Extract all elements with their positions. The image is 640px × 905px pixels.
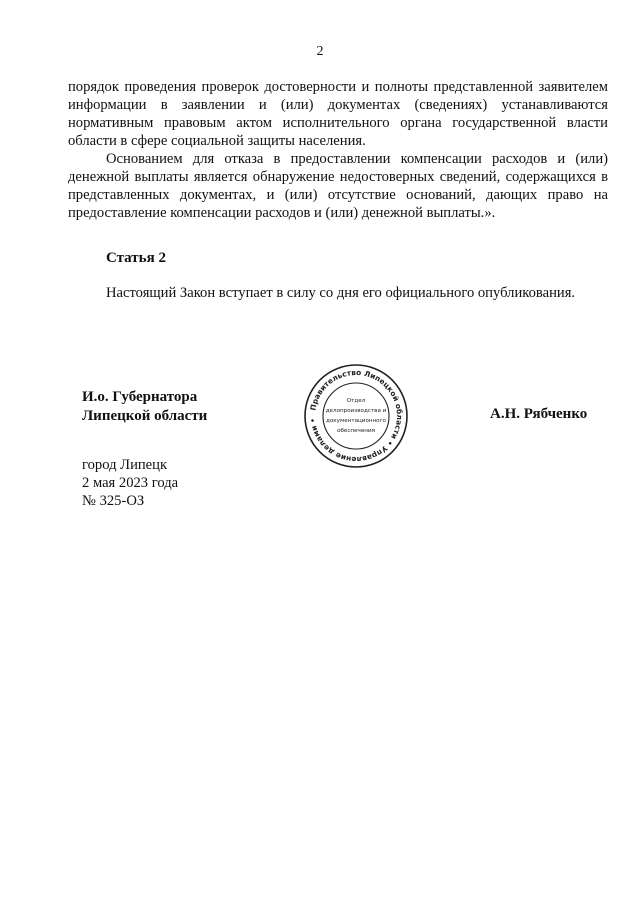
- signatory-name: А.Н. Рябченко: [490, 406, 588, 422]
- stamp-center-line-1: Отдел: [346, 398, 366, 404]
- footer-city: город Липецк: [82, 457, 168, 473]
- article-heading: Статья 2: [106, 250, 166, 266]
- stamp-inner-ring: [323, 383, 389, 449]
- signatory-title-line2: Липецкой области: [82, 408, 208, 424]
- paragraph-refusal-grounds: Основанием для отказа в предоставлении компенсации расходов и (или) денежной выплаты является обнаружение недостоверных сведений, содержащихся в представленных документах, и (или) отсутствие оснований, дающих право на предоставление компенсации расходов и (или) денежной выплаты.».: [68, 151, 608, 221]
- stamp-center-line-4: обеспечения: [337, 428, 375, 434]
- signatory-title-line1: И.о. Губернатора: [82, 389, 198, 405]
- document-footer: [82, 456, 178, 510]
- stamp-center-line-2: делопроизводства и: [325, 408, 387, 414]
- stamp-center-line-3: документационного: [326, 418, 386, 424]
- page-number: 2: [316, 44, 324, 59]
- footer-date: 2 мая 2023 года: [82, 475, 179, 491]
- official-stamp: [302, 362, 410, 470]
- paragraph-entry-into-force: Настоящий Закон вступает в силу со дня его официального опубликования.: [106, 285, 576, 301]
- stamp-outer-ring: [305, 365, 407, 467]
- footer-law-number: № 325-ОЗ: [82, 493, 145, 509]
- signatory-title: [82, 388, 207, 426]
- paragraph-procedure: порядок проведения проверок достоверности и полноты представленной заявителем информации в заявлении и (или) документах (сведениях) устанавливаются нормативным правовым актом исполнительного органа государственной власти области в сфере социальной защиты населения.: [68, 79, 608, 149]
- stamp-outer-text: Правительство Липецкой области • Управление делами •: [308, 367, 405, 465]
